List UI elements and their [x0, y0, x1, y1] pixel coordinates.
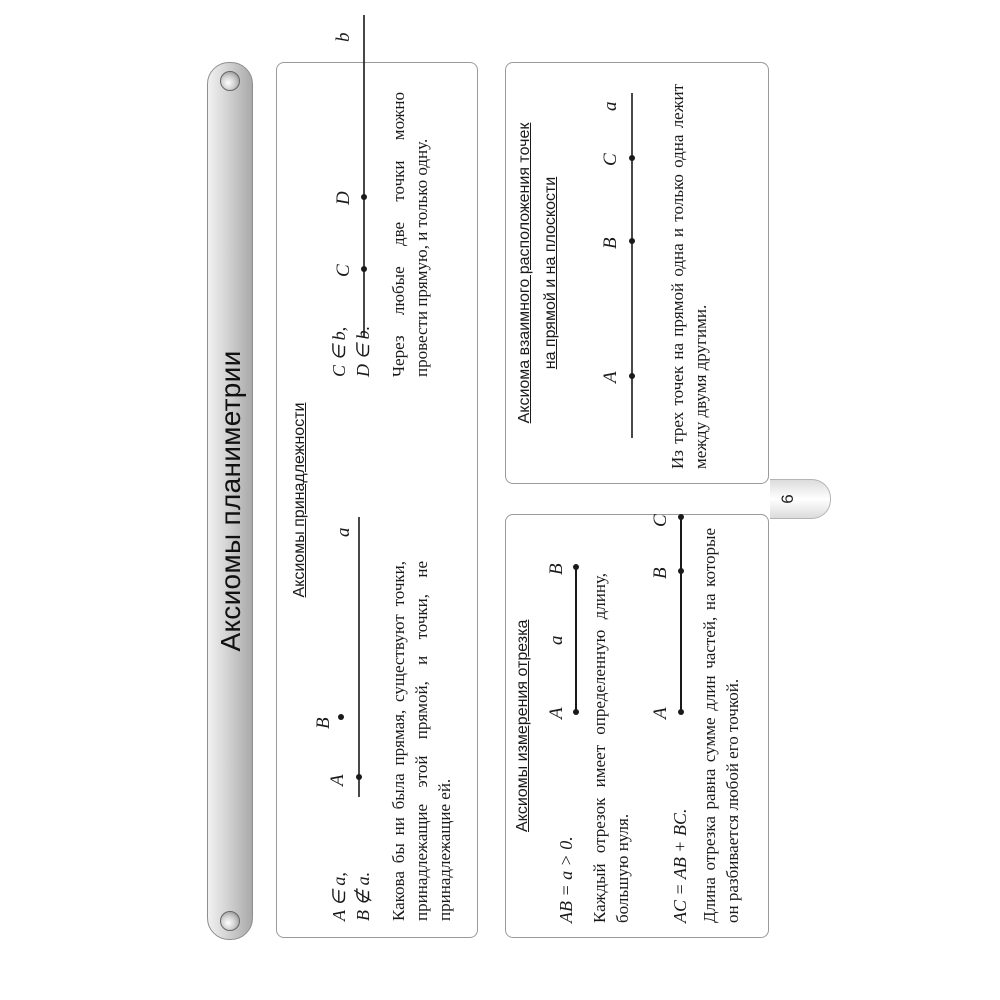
belonging-formula-2: C ∈ b, D ∈ b.: [329, 325, 373, 377]
point-c-dot: [629, 155, 635, 161]
label-c: C: [600, 153, 621, 166]
label-d: D: [333, 191, 354, 205]
measurement-text-2: Длина отрезка равна сумме длин частей, на которые он разбивается любой его точкой.: [700, 528, 742, 923]
arrangement-axiom-panel: [505, 62, 769, 484]
point-d-dot: [361, 194, 367, 200]
belonging-heading: Аксиомы принадлежности: [291, 402, 308, 598]
label-b: B: [650, 567, 671, 579]
label-a: A: [650, 707, 671, 719]
belonging-text-2: Через любые две точки можно провести прямую, и только одну.: [389, 92, 431, 377]
belonging-text-1: Какова бы ни была прямая, существуют точки, принадлежащие этой прямой, и точки, не принадлежащие ей.: [389, 561, 454, 921]
page-title: Аксиомы планиметрии: [215, 350, 246, 652]
arrangement-figure: [506, 63, 768, 483]
arrangement-text: Из трех точек на прямой одна и только одна лежит между двумя другими.: [668, 84, 710, 469]
point-c-dot: [361, 266, 367, 272]
label-b: B: [600, 237, 621, 249]
point-a-dot: [678, 709, 684, 715]
point-b-dot: [573, 564, 579, 570]
arrangement-heading-line-2: на прямой и на плоскости: [542, 176, 559, 370]
point-b-dot: [678, 568, 684, 574]
label-line-b: b: [333, 32, 354, 42]
rivet-icon: [220, 71, 240, 91]
label-a: A: [600, 371, 621, 383]
label-c: C: [333, 264, 354, 277]
measurement-formula-2: AC = AB + BC.: [670, 808, 690, 923]
point-c-dot: [678, 514, 684, 520]
label-b: B: [546, 563, 567, 575]
belonging-formula-1: A ∈ a, B ∉ a.: [329, 871, 373, 921]
title-banner: [207, 62, 253, 940]
measurement-heading: Аксиомы измерения отрезка: [514, 619, 531, 832]
label-length-a: a: [546, 635, 567, 645]
label-line-a: a: [600, 101, 621, 111]
point-b-dot: [338, 714, 344, 720]
label-b: B: [313, 717, 334, 729]
page-number: 6: [778, 494, 797, 504]
point-a-dot: [573, 709, 579, 715]
label-line-a: a: [333, 527, 354, 537]
label-c: C: [650, 514, 671, 527]
belonging-axioms-panel: [276, 32, 478, 938]
point-b-dot: [629, 238, 635, 244]
measurement-axioms-panel: [505, 514, 769, 938]
point-a-dot: [356, 774, 362, 780]
label-a: A: [327, 774, 348, 786]
measurement-figures: [506, 515, 768, 937]
point-a-dot: [629, 373, 635, 379]
page-number-tab: [770, 479, 831, 519]
measurement-text-1: Каждый отрезок имеет определенную длину, большую нуля.: [590, 573, 632, 923]
measurement-formula-1: AB = a > 0.: [556, 836, 576, 923]
arrangement-heading-line-1: Аксиома взаимного расположения точек: [516, 122, 533, 424]
label-a: A: [546, 707, 567, 719]
